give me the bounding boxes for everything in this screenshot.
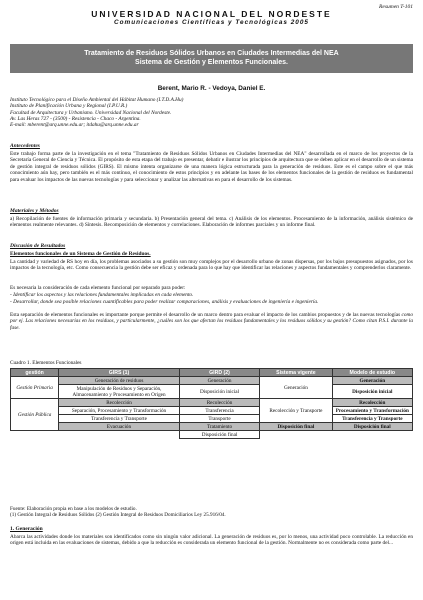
- title-banner: [10, 44, 413, 73]
- affiliation-line: Instituto Tecnológico para el Diseño Ambiental del Hábitat Humano (I.T.D.A.Hu): [10, 97, 184, 103]
- table-cell: Disposición inicial: [332, 385, 412, 399]
- affiliation-line: Instituto de Planificación Urbana y Regional (I.P.U.R.): [10, 103, 128, 110]
- table-row: [11, 431, 413, 439]
- table-cell: Generación de residuos: [59, 377, 180, 385]
- table-cell: Generación: [332, 377, 412, 385]
- table-cell: Recolección: [179, 399, 259, 407]
- group-label: Gestión Pública: [11, 399, 59, 431]
- empty-cell: [332, 431, 412, 439]
- affiliation-line: Av. Las Heras 727 - (3500) - Resistencia - Chaco - Argentina.: [10, 115, 141, 122]
- table-cell: Generación: [260, 377, 332, 399]
- functional-elements-table: [10, 368, 413, 439]
- table-footnotes: [10, 506, 413, 519]
- section-heading-generacion: 1. Generación: [10, 526, 43, 532]
- impact-text-cont: como por ej. Las relaciones necesarias en los residuos, y particularmente, ¿cuáles son los que afectan los residuos fundamentales y los residuos sólidos y su gestión? Como citan P.S.I. durante la fase.: [10, 312, 413, 331]
- paragraph-resultados-2: Es necesaria la consideración de cada elemento funcional por separado para poder:: [10, 285, 186, 291]
- table-cell: Recolección: [59, 399, 180, 407]
- impact-text: Esta separación de elementos funcionales es importante porque permite el desarrollo de un marco dentro para evaluar el impacto de los cambios propuestos y de las nuevas tecnologías: [10, 312, 401, 318]
- empty-cell: [11, 431, 59, 439]
- title-line-2: Sistema de Gestión y Elementos Funcionales.: [135, 59, 288, 66]
- document-number: Resumen T-101: [379, 4, 413, 10]
- table-row: [11, 415, 413, 423]
- table-row: [11, 385, 413, 399]
- table-source: Fuente: Elaboración propia en base a los modelos de estudio.: [10, 506, 137, 512]
- title-line-1: Tratamiento de Residuos Sólidos Urbanos en Ciudades Intermedias del NEA: [84, 50, 339, 57]
- table-cell: Disposición final: [179, 431, 259, 439]
- affiliation-email: E-mail: mberent@arq.unne.edu.ar; itdahu@arq.unne.edu.ar: [10, 122, 139, 129]
- table-cell: Procesamiento y Transformación: [332, 407, 412, 415]
- table-row: [11, 377, 413, 385]
- section-heading-antecedentes: Antecedentes: [10, 143, 40, 149]
- publication-name: Comunicaciones Científicas y Tecnológicas 2005: [114, 19, 309, 26]
- table-note: (1) Gestión Integral de Residuos Sólidos (2) Gestión Integral de Residuos Domiciliarios Ley 25.916/04.: [10, 512, 226, 519]
- paragraph-resultados-1: La cantidad y variedad de RS hoy en día, los problemas asociados a su gestión son muy complejos por el desarrollo urbano de zonas dispersas, por los bajos presupuestos asignados, por los impactos de la tecnología, etc. Como consecuencia la gestión debe ser eficaz y ordenada para lo que hay que identificar las relaciones y aspectos fundamentales y comprenderlos claramente.: [10, 259, 413, 272]
- affiliations: [10, 97, 310, 128]
- table-row: [11, 399, 413, 407]
- table-header-row: [11, 369, 413, 377]
- table-cell: Tratamiento: [179, 423, 259, 431]
- table-header: Modelo de estudio: [332, 369, 412, 377]
- table-cell: Disposición inicial: [179, 385, 259, 399]
- table-cell: Recolección: [332, 399, 412, 407]
- paragraph-resultados-3: [10, 312, 413, 331]
- group-label: Gestión Primaria: [11, 377, 59, 399]
- table-cell: Transferencia: [179, 407, 259, 415]
- table-cell: Transferencia y Transporte: [59, 415, 180, 423]
- empty-cell: [260, 431, 332, 439]
- section-heading-materiales: Materiales y Métodos: [10, 208, 59, 214]
- table-row: [11, 407, 413, 415]
- paragraph-generacion: Abarca las actividades donde los materiales son identificados como sin ningún valor adicional. La generación de residuos es, por lo menos, una actividad poco controlable. La reducción en origen está incluida en las evaluaciones de sistemas, debido a que la reducción es considerada un elemento funcional de la gestión. Normalmente no es considerada como parte del...: [10, 534, 413, 547]
- empty-cell: [59, 431, 180, 439]
- authors: Berent, Mario R. - Vedoya, Daniel E.: [157, 85, 266, 92]
- bullet-1: - Identificar los aspectos y las relaciones fundamentales implicadas en cada elemento.: [10, 292, 194, 298]
- paragraph-materiales: a) Recopilación de fuentes de información primaria y secundaria. b) Presentación general del tema. c) Análisis de los elementos. Procesamiento de la información, análisis sistémico de elementos realmente relevantes. d) Síntesis. Recomposición de elementos y correlaciones. Elaboración de informes parciales y un informe final.: [10, 216, 413, 229]
- table-caption: Cuadro 1. Elementos Funcionales: [10, 360, 82, 366]
- table-cell: Recolección y Transporte: [260, 399, 332, 423]
- table-cell: Disposición final: [332, 423, 412, 431]
- table-cell: Transporte: [179, 415, 259, 423]
- university-name: UNIVERSIDAD NACIONAL DEL NORDESTE: [91, 9, 332, 19]
- subheading-elementos: Elementos funcionales de un Sistema de Gestión de Residuos.: [10, 251, 151, 257]
- table-header: gestión: [11, 369, 59, 377]
- paragraph-antecedentes: Este trabajo forma parte de la investigación en el tema "Tratamiento de Residuos Sólidos Urbanos en Ciudades Intermedias del NEA" desarrollada en el marco de los proyectos de la Secretaría General de Ciencia y Técnica. El propósito de esta etapa del trabajo es presentar, debatir e ilustrar los principios de arquitectura que se deben aplicar en el desarrollo de un sistema de gestión integral de residuos sólidos (GIRS). El mismo intenta organizarse de una manera lógica estructurada para la generación de residuos. Este es el campo sobre el que más conocimiento aún hay, pero también es el más contínuo, el conocimiento de estos principios y en adelante las bases de los elementos funcionales de la gestión de residuos es fundamental para evaluar los impactos de las nuevas tecnologías y para seleccionar y analizar las alternativas en para el desarrollo de los sistemas.: [10, 151, 413, 183]
- table-header: GIRS (1): [59, 369, 180, 377]
- table-cell: Transferencia y Transporte: [332, 415, 412, 423]
- table-header: Sistema vigente: [260, 369, 332, 377]
- table-cell: Generación: [179, 377, 259, 385]
- section-heading-resultados: Discusión de Resultados: [10, 243, 66, 249]
- table-cell: Separación, Procesamiento y Transformación: [59, 407, 180, 415]
- table-header: GIRD (2): [179, 369, 259, 377]
- table-cell: Manipulación de Residuos y Separación, Almacenamiento y Procesamiento en Origen: [59, 385, 180, 399]
- table-row: [11, 423, 413, 431]
- table-cell: Evacuación: [59, 423, 180, 431]
- bullet-2: - Desarrollar, donde sea posible relaciones cuantificables para poder realizar comparaciones, análisis y evaluaciones de ingeniería e ingeniería.: [10, 299, 319, 305]
- table-cell: Disposición final: [260, 423, 332, 431]
- affiliation-line: Facultad de Arquitectura y Urbanismo. Universidad Nacional del Nordeste.: [10, 109, 172, 116]
